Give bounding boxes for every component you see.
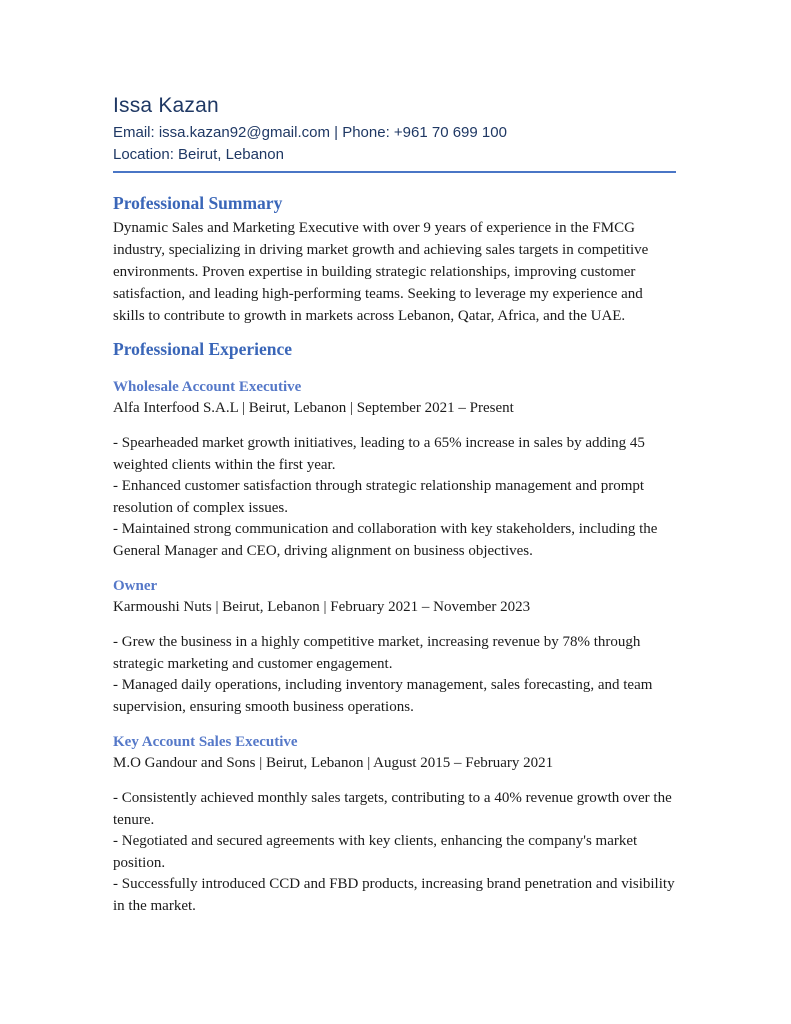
job-title: Key Account Sales Executive — [113, 734, 298, 750]
job-bullet: - Successfully introduced CCD and FBD products, increasing brand penetration and visibility in the market. — [113, 876, 675, 914]
job-bullet: - Enhanced customer satisfaction through strategic relationship management and prompt resolution of complex issues. — [113, 478, 645, 516]
job-entry — [113, 576, 676, 718]
job-bullet: - Managed daily operations, including inventory management, sales forecasting, and team supervision, ensuring smooth business operations. — [113, 677, 653, 715]
summary-section — [113, 193, 676, 327]
header-divider — [113, 171, 676, 173]
job-bullets — [113, 433, 676, 562]
job-meta: M.O Gandour and Sons | Beirut, Lebanon | August 2015 – February 2021 — [113, 755, 554, 771]
job-bullets — [113, 788, 676, 917]
job-bullet: - Grew the business in a highly competitive market, increasing revenue by 78% through strategic marketing and customer engagement. — [113, 634, 641, 672]
job-entry — [113, 732, 676, 917]
job-meta: Karmoushi Nuts | Beirut, Lebanon | February 2021 – November 2023 — [113, 599, 531, 615]
job-bullet: - Consistently achieved monthly sales targets, contributing to a 40% revenue growth over the tenure. — [113, 790, 672, 828]
experience-section — [113, 339, 676, 917]
summary-body: Dynamic Sales and Marketing Executive with over 9 years of experience in the FMCG industry, specializing in driving market growth and achieving sales targets in competitive environments. Proven expertise in building strategic relationships, improving customer satisfaction, and leading high-performing teams. Seeking to leverage my experience and skills to contribute to growth in markets across Lebanon, Qatar, Africa, and the UAE. — [113, 220, 649, 324]
job-entry — [113, 377, 676, 562]
job-bullet: - Negotiated and secured agreements with key clients, enhancing the company's market position. — [113, 833, 638, 871]
contact-line: Email: issa.kazan92@gmail.com | Phone: +961 70 699 100 — [113, 124, 507, 141]
job-bullet: - Spearheaded market growth initiatives, leading to a 65% increase in sales by adding 45 weighted clients within the first year. — [113, 435, 645, 473]
job-bullets — [113, 632, 676, 718]
job-title: Wholesale Account Executive — [113, 379, 302, 395]
candidate-name: Issa Kazan — [113, 94, 219, 117]
job-title: Owner — [113, 578, 158, 594]
summary-heading: Professional Summary — [113, 193, 283, 213]
experience-heading: Professional Experience — [113, 339, 293, 359]
location-line: Location: Beirut, Lebanon — [113, 146, 284, 163]
job-bullet: - Maintained strong communication and collaboration with key stakeholders, including the General Manager and CEO, driving alignment on business objectives. — [113, 521, 658, 559]
job-meta: Alfa Interfood S.A.L | Beirut, Lebanon | September 2021 – Present — [113, 400, 514, 416]
resume-header — [113, 93, 676, 173]
